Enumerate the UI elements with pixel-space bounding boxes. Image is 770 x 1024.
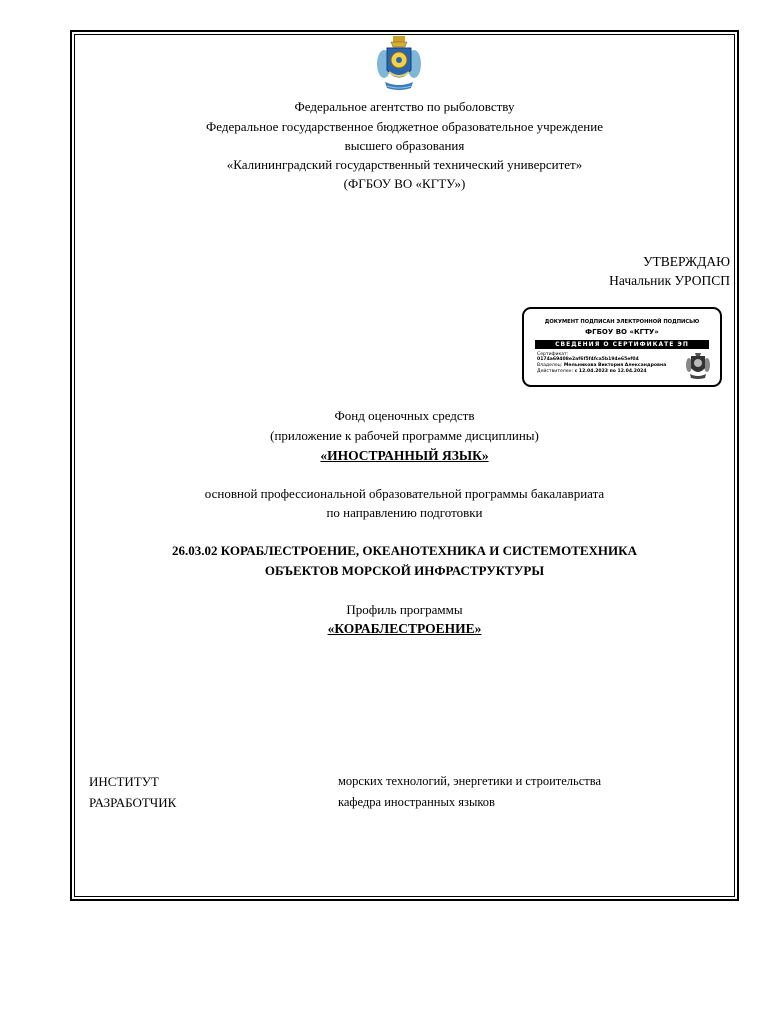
institution-type: Федеральное государственное бюджетное образовательное учреждение	[206, 119, 603, 134]
stamp-certificate-value: 0174a69408e2af6f5f4fca5b194e65ef04	[537, 357, 639, 362]
developer-label: РАЗРАБОТЧИК	[89, 795, 177, 810]
program-description: основной профессиональной образовательной программы бакалавриата	[204, 486, 605, 501]
stamp-owner-label: Владелец:	[537, 363, 563, 368]
institute-label: ИНСТИТУТ	[89, 774, 159, 789]
education-level: высшего образования	[344, 138, 465, 153]
ministry-name: Федеральное агентство по рыболовству	[294, 99, 515, 114]
direction-title-line2: ОБЪЕКТОВ МОРСКОЙ ИНФРАСТРУКТУРЫ	[264, 563, 545, 578]
institute-value: морских технологий, энергетики и строительства	[338, 774, 602, 788]
developer-value: кафедра иностранных языков	[338, 795, 495, 809]
direction-title-line1: 26.03.02 КОРАБЛЕСТРОЕНИЕ, ОКЕАНОТЕХНИКА И СИСТЕМОТЕХНИКА	[172, 543, 637, 558]
profile-label: Профиль программы	[346, 602, 463, 617]
stamp-organization: ФГБОУ ВО «КГТУ»	[585, 328, 659, 336]
profile-name: «КОРАБЛЕСТРОЕНИЕ»	[327, 621, 482, 636]
approver-position: Начальник УРОПСП	[609, 273, 730, 288]
stamp-owner-value: Мельникова Виктория Александровна	[563, 363, 667, 368]
direction-label: по направлению подготовки	[326, 505, 483, 520]
stamp-valid-label: Действителен:	[537, 369, 574, 374]
stamp-valid-value: с 12.04.2023 по 12.04.2024	[574, 369, 647, 374]
discipline-name: «ИНОСТРАННЫЙ ЯЗЫК»	[320, 448, 489, 463]
university-name: «Калининградский государственный технический университет»	[226, 157, 583, 172]
university-abbreviation: (ФГБОУ ВО «КГТУ»)	[343, 176, 466, 191]
stamp-section-title: СВЕДЕНИЯ О СЕРТИФИКАТЕ ЭП	[535, 340, 709, 349]
document-appendix-note: (приложение к рабочей программе дисциплины)	[270, 428, 539, 443]
stamp-header: ДОКУМЕНТ ПОДПИСАН ЭЛЕКТРОННОЙ ПОДПИСЬЮ	[544, 319, 700, 325]
approve-heading: УТВЕРЖДАЮ	[642, 254, 730, 269]
document-type: Фонд оценочных средств	[334, 408, 475, 423]
stamp-certificate-label: Сертификат:	[537, 352, 569, 357]
university-coat-of-arms-icon	[377, 36, 421, 96]
stamp-seal-icon	[686, 352, 710, 380]
electronic-signature-stamp	[522, 307, 722, 387]
